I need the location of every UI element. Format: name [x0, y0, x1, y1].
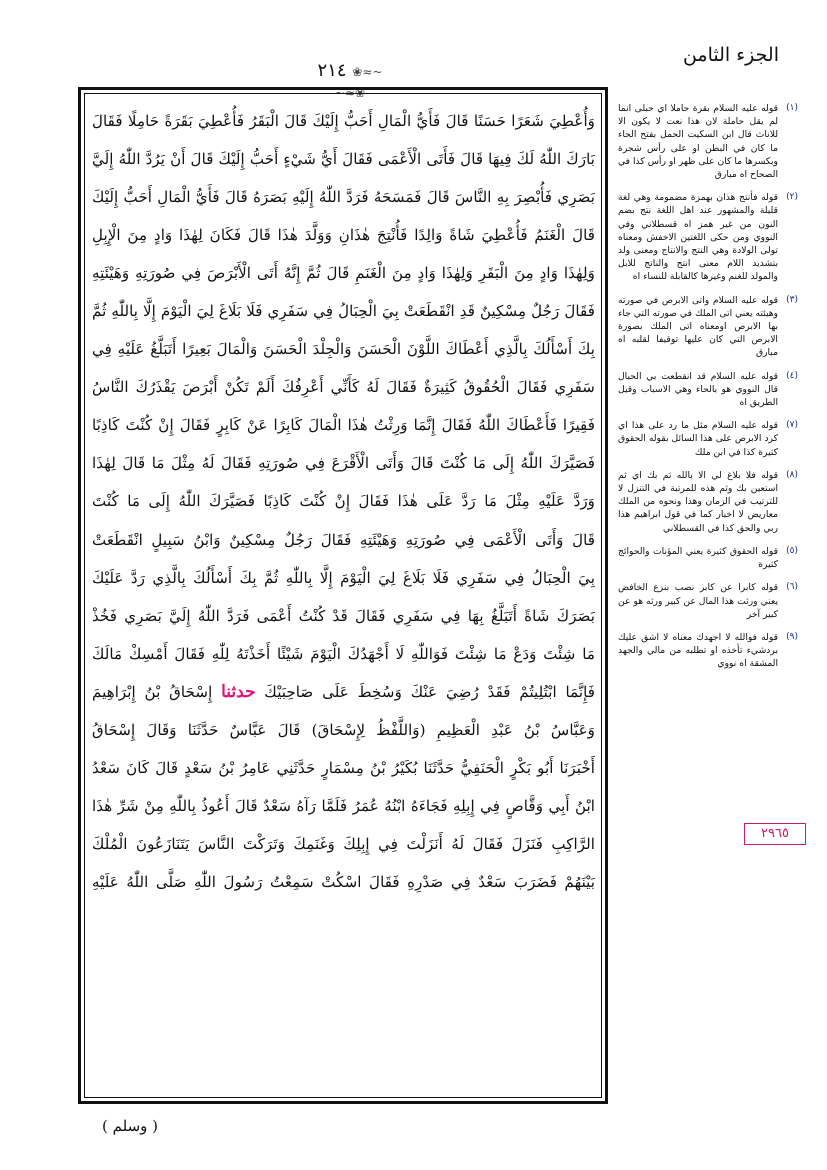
text-line-content: بَصَرَكَ شَاةً أَتَبَلَّغُ بِهَا فِي سَفَرِي فَقَالَ قَدْ كُنْتُ أَعْمَى فَرَدَّ اللّٰهُ إِلَيَّ بَصَرِي فَخُذْ [92, 606, 595, 625]
margin-note [618, 294, 798, 360]
note-text: قوله فلا بلاغ لي الا بالله ثم بك اي ثم استعين بك وثم هذه للمرتبة في التنزل لا للترتيب في الزمان وهذا ونحوه من الملك معاريض لا اخبار كما في قول ابراهيم هذا ربي والحق كذا في القسطلاني [618, 469, 778, 534]
note-text: قوله عليه السلام قد انقطعت بي الحبال قال النووي هو بالحاء وهي الاسباب وقيل الطريق اه [618, 370, 778, 409]
page-header-title: الجزء الثامن [682, 44, 779, 66]
text-line-content: فَإِنَّمَا ابْتُلِيتُمْ فَقَدْ رُضِيَ عَنْكَ وَسُخِطَ عَلَى صَاحِبَيْكَ [264, 682, 595, 701]
text-line-content: وَلِهٰذَا وَادٍ مِنَ الْبَقَرِ وَلِهٰذَا وَادٍ مِنَ الْغَنَمِ قَالَ ثُمَّ إِنَّهُ أَتَى الْأَبْرَصَ فِي صُورَتِهِ وَهَيْئَتِهِ [92, 264, 595, 283]
margin-note [618, 191, 798, 283]
text-line-content: بِيَ الْحِبَالُ فِي سَفَرِي فَلَا بَلَاغَ لِيَ الْيَوْمَ إِلَّا بِاللّٰهِ ثُمَّ بِكَ أَسْأَلُكَ بِالَّذِي رَدَّ عَلَيْكَ [92, 568, 595, 587]
text-line [92, 749, 595, 787]
note-number: (٥) [786, 545, 798, 556]
text-line [92, 787, 595, 825]
text-line [92, 216, 595, 254]
text-line-content: سَفَرِي فَقَالَ الْحُقُوقُ كَثِيرَةٌ فَقَالَ لَهُ كَأَنِّي أَعْرِفُكَ أَلَمْ تَكُنْ أَبْرَصَ يَقْذَرُكَ النَّاسُ [92, 378, 595, 397]
text-line-content: بَارَكَ اللّٰهُ لَكَ فِيهَا قَالَ فَأَتَى الْأَعْمَى فَقَالَ أَيُّ شَيْءٍ أَحَبُّ إِلَيْكَ قَالَ أَنْ يَرُدَّ اللّٰهُ إِلَيَّ [92, 150, 595, 169]
text-line-content: مَا شِئْتَ وَدَعْ مَا شِئْتَ فَوَاللّٰهِ لَا أَجْهَدُكَ الْيَوْمَ شَيْئًا أَخَذْتَهُ لِلّٰهِ فَقَالَ أَمْسِكْ مَالَكَ [92, 644, 595, 663]
text-line [92, 901, 595, 939]
text-line-after: إِسْحَاقُ بْنُ إِبْرَاهِيمَ [92, 682, 213, 701]
text-line [92, 292, 595, 330]
note-number: (٩) [786, 631, 798, 642]
text-line [92, 330, 595, 368]
note-number: (١) [786, 103, 798, 113]
text-line-content: بِكَ أَسْأَلُكَ بِالَّذِي أَعْطَاكَ اللَّوْنَ الْحَسَنَ وَالْجِلْدَ الْحَسَنَ وَالْمَالَ بَعِيرًا أَتَبَلَّغُ عَلَيْهِ فِي [92, 340, 595, 359]
text-line [92, 1015, 595, 1053]
margin-note [618, 545, 798, 571]
text-line [92, 939, 595, 977]
text-line [92, 597, 595, 635]
margin-note [618, 370, 798, 410]
hadith-main-text [92, 102, 595, 1092]
page-number-value: ٢١٤ [317, 60, 347, 81]
margin-notes [618, 102, 798, 681]
text-line [92, 444, 595, 482]
text-line [92, 102, 595, 140]
text-line-content: فَصَيَّرَكَ اللّٰهُ إِلَى مَا كُنْتَ قَالَ وَأَتَى الْأَقْرَعَ فِي صُورَتِهِ فَقَالَ لَهُ مِثْلَ مَا قَالَ لِهٰذَا [92, 454, 595, 473]
text-line [92, 863, 595, 901]
margin-note [618, 581, 798, 621]
text-line [92, 368, 595, 406]
text-line [92, 559, 595, 597]
text-line-content: ابْنُ أَبِي وَقَّاصٍ فِي إِبِلِهِ فَجَاءَهُ ابْنُهُ عُمَرُ فَلَمَّا رَآهُ سَعْدٌ قَالَ أَعُوذُ بِاللّٰهِ مِنْ شَرِّ هٰذَا [92, 796, 595, 815]
text-line-content: وَرَدَّ عَلَيْهِ مِثْلَ مَا رَدَّ عَلَى هٰذَا فَقَالَ إِنْ كُنْتَ كَاذِبًا فَصَيَّرَكَ اللّٰهُ إِلَى مَا كُنْتَ [92, 492, 595, 511]
note-number: (٦) [786, 582, 798, 593]
text-line [92, 673, 595, 711]
text-line-content: الرَّاكِبِ فَنَزَلَ فَقَالَ لَهُ أَنَزَلْتَ فِي إِبِلِكَ وَغَنَمِكَ وَتَرَكْتَ النَّاسَ يَتَنَازَعُونَ الْمُلْكَ [92, 834, 595, 853]
text-line [92, 711, 595, 749]
note-text: قوله عليه السلام مثل ما رد على هذا اي كرد الابرص على هذا السائل بقوله الحقوق كثيرة كذا في ابن ملك [618, 420, 778, 458]
note-number: (٤) [786, 370, 798, 381]
catchword: ( وسلم ) [102, 1117, 159, 1135]
text-line-content: بَصَرِي فَأُبْصِرَ بِهِ النَّاسَ قَالَ فَمَسَحَهُ فَرَدَّ اللّٰهُ إِلَيْهِ بَصَرَهُ قَالَ فَأَيُّ الْمَالِ أَحَبُّ إِلَيْكَ [92, 188, 595, 207]
text-line-content: قَالَ وَأَتَى الْأَعْمَى فِي صُورَتِهِ وَهَيْئَتِهِ فَقَالَ رَجُلٌ مِسْكِينٌ وَابْنُ سَبِيلٍ انْقَطَعَتْ [92, 530, 595, 549]
note-number: (٧) [786, 420, 798, 431]
text-line-content: فَقَالَ رَجُلٌ مِسْكِينٌ قَدِ انْقَطَعَتْ بِيَ الْحِبَالُ فِي سَفَرِي فَلَا بَلَاغَ لِيَ الْيَوْمَ إِلَّا بِاللّٰهِ ثُمَّ [92, 302, 595, 321]
note-text: قوله فأنتج هذان بهمزة مضمومة وهي لغة قليلة والمشهور عند اهل اللغة نتج بضم النون من غير همز اه قسطلاني وفي النووي ومن حكى اللغتين الاخفش ومعناه تولى الولادة وهي النتج والانتاج ومعنى ولد بتشديد اللام معنى انتج والناتج للابل والمولد للغنم وغيرها كالقابلة للنساء اه [618, 192, 778, 283]
text-line [92, 977, 595, 1015]
text-line-content: وَأُعْطِيَ شَعَرًا حَسَنًا قَالَ فَأَيُّ الْمَالِ أَحَبُّ إِلَيْكَ قَالَ الْبَقَرُ فَأُعْطِيَ بَقَرَةً حَامِلًا فَقَالَ [92, 112, 595, 130]
text-line-content: وَعَبَّاسُ بْنُ عَبْدِ الْعَظِيمِ (وَاللَّفْظُ لِإِسْحَاقَ) قَالَ عَبَّاسٌ حَدَّثَنَا وَقَالَ إِسْحَاقُ [92, 720, 595, 739]
margin-note [618, 469, 798, 535]
text-line [92, 521, 595, 559]
note-text: قوله الحقوق كثيرة يعني المؤنات والحوائج كثيرة [618, 545, 778, 571]
note-number: (٣) [786, 294, 798, 305]
text-line-content: قَالَ الْغَنَمُ فَأُعْطِيَ شَاةً وَالِدًا فَأُنْتِجَ هٰذَانِ وَوَلَّدَ هٰذَا قَالَ فَكَانَ لِهٰذَا وَادٍ مِنَ الْإِبِلِ [92, 226, 595, 245]
text-line [92, 178, 595, 216]
text-line-content: بَيْنَهُمْ فَضَرَبَ سَعْدٌ فِي صَدْرِهِ فَقَالَ اسْكُتْ سَمِعْتُ رَسُولَ اللّٰهِ صَلَّى اللّٰهُ عَلَيْهِ [92, 872, 595, 891]
text-line-content: فَقِيرًا فَأَعْطَاكَ اللّٰهُ فَقَالَ إِنَّمَا وَرِثْتُ هٰذَا الْمَالَ كَابِرًا عَنْ كَابِرٍ فَقَالَ إِنْ كُنْتَ كَاذِبًا [92, 416, 595, 435]
note-text: قوله فوالله لا اجهدك معناه لا اشق عليك بردشيء تأخذه او تطلبه من مالي والجهد المشقة اه نووي [618, 631, 778, 670]
text-line-content: أَخْبَرَنَا أَبُو بَكْرٍ الْحَنَفِيُّ حَدَّثَنَا بُكَيْرُ بْنُ مِسْمَارٍ حَدَّثَنِي عَامِرُ بْنُ سَعْدٍ قَالَ كَانَ سَعْدُ [92, 758, 595, 777]
text-line [92, 406, 595, 444]
note-number: (٢) [786, 192, 798, 203]
text-line [92, 635, 595, 673]
margin-note [618, 419, 798, 459]
note-text: قوله كابرا عن كابر نصب بنزع الخافض يعني ورثت هذا المال عن كبير ورثه هو عن كبير آخر [618, 582, 778, 620]
ornament-left: ❀≈~ [334, 86, 366, 100]
note-text: قوله عليه السلام بقرة حاملا اي حبلى انما لم يقل حاملة لان هذا نعت لا يكون الا للاناث قال ابن السكيت الحمل بفتح الحاء ما كان في البطن او على رأس شجرة وبكسرها ما كان على ظهر او رأس كذا في الصحاح اه مبارق [618, 103, 778, 181]
margin-note [618, 631, 798, 671]
text-line [92, 254, 595, 292]
hadith-number-badge: ٢٩٦٥ [744, 823, 806, 845]
margin-note [618, 102, 798, 181]
text-line [92, 825, 595, 863]
text-line [92, 482, 595, 520]
ornament-right: ~≈❀ [352, 65, 383, 79]
haddathana-marker: حدثنا [221, 681, 256, 702]
note-text: قوله عليه السلام واتى الابرص في صورته وهيئته يعني اتى الملك في صورته التي جاء بها الابرص اومعناه اتى الملك بصورة الابرص التي كان عليها توقيفا لقلبه اه مبارق [618, 294, 778, 359]
text-line [92, 140, 595, 178]
note-number: (٨) [786, 469, 798, 480]
text-line [92, 1053, 595, 1091]
